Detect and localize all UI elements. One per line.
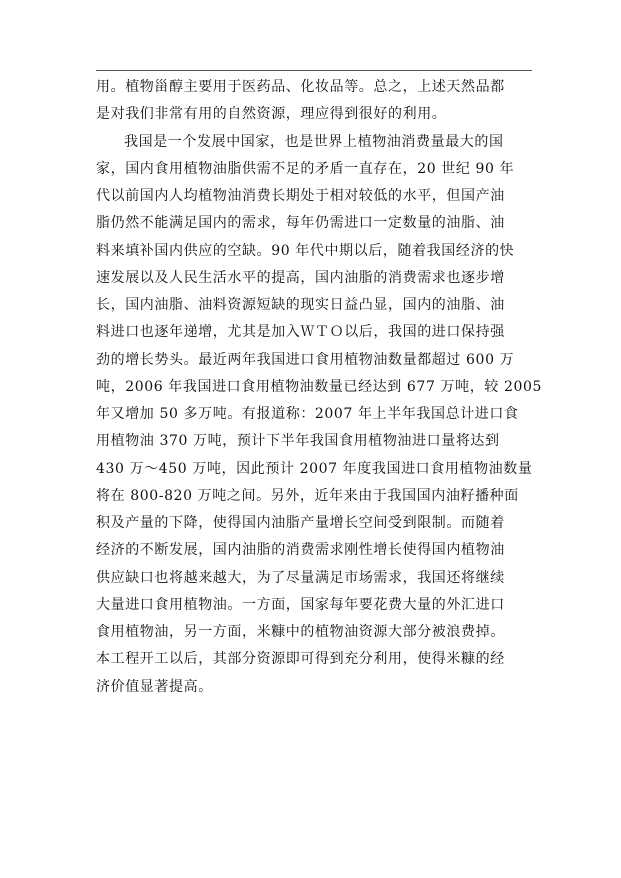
- text-line: 吨，2006 年我国进口食用植物油数量已经达到 677 万吨，较 2005: [96, 378, 542, 395]
- text-line: 长，国内油脂、油料资源短缺的现实日益凸显，国内的油脂、油: [96, 297, 505, 313]
- text-line: 将在 800-820 万吨之间。另外，近年来由于我国国内油籽播种面: [96, 487, 519, 504]
- text-line: 年又增加 50 多万吨。有报道称：2007 年上半年我国总计进口食: [96, 406, 519, 422]
- text-line: 大量进口食用植物油。一方面，国家每年要花费大量的外汇进口: [96, 596, 505, 613]
- text-line: 用植物油 370 万吨，预计下半年我国食用植物油进口量将达到: [96, 433, 500, 450]
- text-line: 代以前国内人均植物油消费长期处于相对较低的水平，但国产油: [96, 188, 505, 204]
- header-rule: [96, 70, 532, 71]
- text-line: 经济的不断发展，国内油脂的消费需求刚性增长使得国内植物油: [96, 542, 505, 559]
- text-line: 家，国内食用植物油脂供需不足的矛盾一直存在，20 世纪 90 年: [96, 160, 515, 177]
- text-line: 本工程开工以后，其部分资源即可得到充分利用，使得米糠的经: [96, 651, 505, 668]
- text-line: 供应缺口也将越来越大，为了尽量满足市场需求，我国还将继续: [96, 569, 505, 586]
- text-line: 430 万～450 万吨，因此预计 2007 年度我国进口食用植物油数量: [96, 460, 533, 477]
- text-line: 速发展以及人民生活水平的提高，国内油脂的消费需求也逐步增: [96, 269, 505, 286]
- text-line: 料来填补国内供应的空缺。90 年代中期以后，随着我国经济的快: [96, 242, 515, 259]
- text-line: 是对我们非常有用的自然资源，理应得到很好的利用。: [96, 106, 447, 123]
- text-line: 劲的增长势头。最近两年我国进口食用植物油数量都超过 600 万: [96, 351, 515, 368]
- paragraph-first-line: 我国是一个发展中国家，也是世界上植物油消费量最大的国: [124, 133, 504, 150]
- text-line: 料进口也逐年递增，尤其是加入ＷＴＯ以后，我国的进口保持强: [96, 324, 505, 341]
- text-line: 食用植物油，另一方面，米糠中的植物油资源大部分被浪费掉。: [96, 624, 505, 640]
- text-line: 脂仍然不能满足国内的需求，每年仍需进口一定数量的油脂、油: [96, 215, 505, 232]
- body-text: [96, 74, 542, 701]
- text-line: 用。植物甾醇主要用于医药品、化妆品等。总之，上述天然品都: [96, 79, 505, 95]
- text-line: 积及产量的下降，使得国内油脂产量增长空间受到限制。而随着: [96, 515, 505, 531]
- text-line: 济价值显著提高。: [96, 678, 213, 695]
